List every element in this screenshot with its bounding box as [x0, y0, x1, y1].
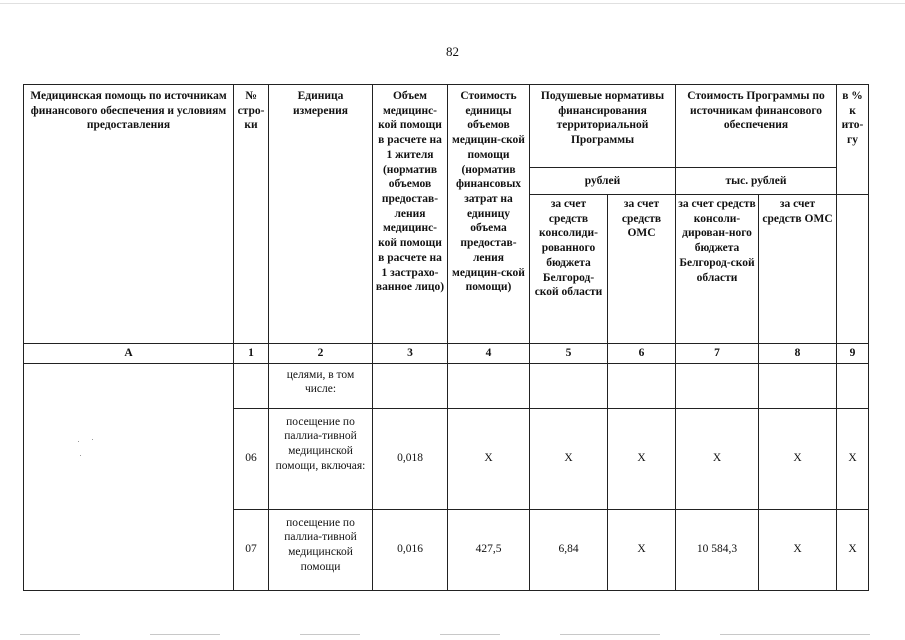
page-number: 82	[446, 44, 459, 59]
scan-edge-top	[0, 3, 905, 4]
row-c5	[530, 363, 608, 408]
row-unit: целями, в том числе:	[269, 363, 373, 408]
table-row	[24, 363, 869, 408]
header-col-6: за счет средств ОМС	[608, 195, 676, 344]
header-group-program-cost: Стоимость Программы по источникам финансового обеспечения	[676, 85, 837, 168]
column-index-cell: 8	[759, 344, 837, 364]
financing-table	[23, 84, 869, 591]
scan-dash	[20, 634, 80, 635]
header-col-8: за счет средств ОМС	[759, 195, 837, 344]
column-index-cell: 3	[373, 344, 448, 364]
row-c6: Х	[608, 408, 676, 509]
column-index-cell: 2	[269, 344, 373, 364]
scan-dash	[720, 634, 870, 635]
header-unit-thousand-rub: тыс. рублей	[676, 168, 837, 195]
header-col-2: Единица измерения	[269, 85, 373, 344]
scan-dash	[440, 634, 500, 635]
row-c6	[608, 363, 676, 408]
column-index-row	[24, 344, 869, 364]
row-c7	[676, 363, 759, 408]
row-c9	[837, 363, 869, 408]
row-line-number	[234, 363, 269, 408]
row-line-number: 07	[234, 509, 269, 590]
row-c8	[759, 363, 837, 408]
scan-dash	[300, 634, 360, 635]
header-col-4: Стоимость единицы объемов медицин-ской помощи (норматив финансовых затрат на единицу объема предостав-ления медицин-ской помощи)	[448, 85, 530, 344]
row-c3: 0,018	[373, 408, 448, 509]
row-c3: 0,016	[373, 509, 448, 590]
header-col-3: Объем медицинс-кой помощи в расчете на 1 жителя (норматив объемов предостав-ления медицинс-кой помощи в расчете на 1 застрахо-ванное лицо)	[373, 85, 448, 344]
scan-dash	[150, 634, 220, 635]
column-index-cell: 7	[676, 344, 759, 364]
column-index-cell: 5	[530, 344, 608, 364]
column-index-cell: 6	[608, 344, 676, 364]
row-c5: Х	[530, 408, 608, 509]
row-unit: посещение по паллиа-тивной медицинской помощи, включая:	[269, 408, 373, 509]
row-line-number: 06	[234, 408, 269, 509]
header-col-9: в % к ито-гу	[837, 85, 869, 195]
row-c8: Х	[759, 509, 837, 590]
row-c4: 427,5	[448, 509, 530, 590]
row-c6: Х	[608, 509, 676, 590]
row-label-cell	[24, 363, 234, 590]
row-c9: Х	[837, 408, 869, 509]
column-index-cell: 9	[837, 344, 869, 364]
row-c8: Х	[759, 408, 837, 509]
header-row-1	[24, 85, 869, 168]
header-col-1: № стро-ки	[234, 85, 269, 344]
column-index-cell: А	[24, 344, 234, 364]
header-col-5: за счет средств консолиди-рованного бюджета Белгород-ской области	[530, 195, 608, 344]
header-unit-rub: рублей	[530, 168, 676, 195]
header-col-a: Медицинская помощь по источникам финансового обеспечения и условиям предоставления	[24, 85, 234, 344]
header-col-7: за счет средств консоли-дирован-ного бюджета Белгород-ской области	[676, 195, 759, 344]
column-index-cell: 1	[234, 344, 269, 364]
row-c4	[448, 363, 530, 408]
row-c4: Х	[448, 408, 530, 509]
column-index-cell: 4	[448, 344, 530, 364]
row-c5: 6,84	[530, 509, 608, 590]
header-col-9-cont	[837, 195, 869, 344]
row-c3	[373, 363, 448, 408]
row-unit: посещение по паллиа-тивной медицинской помощи	[269, 509, 373, 590]
row-c7: Х	[676, 408, 759, 509]
row-c7: 10 584,3	[676, 509, 759, 590]
row-c9: Х	[837, 509, 869, 590]
header-group-per-capita: Подушевые нормативы финансирования территориальной Программы	[530, 85, 676, 168]
scan-dash	[560, 634, 660, 635]
